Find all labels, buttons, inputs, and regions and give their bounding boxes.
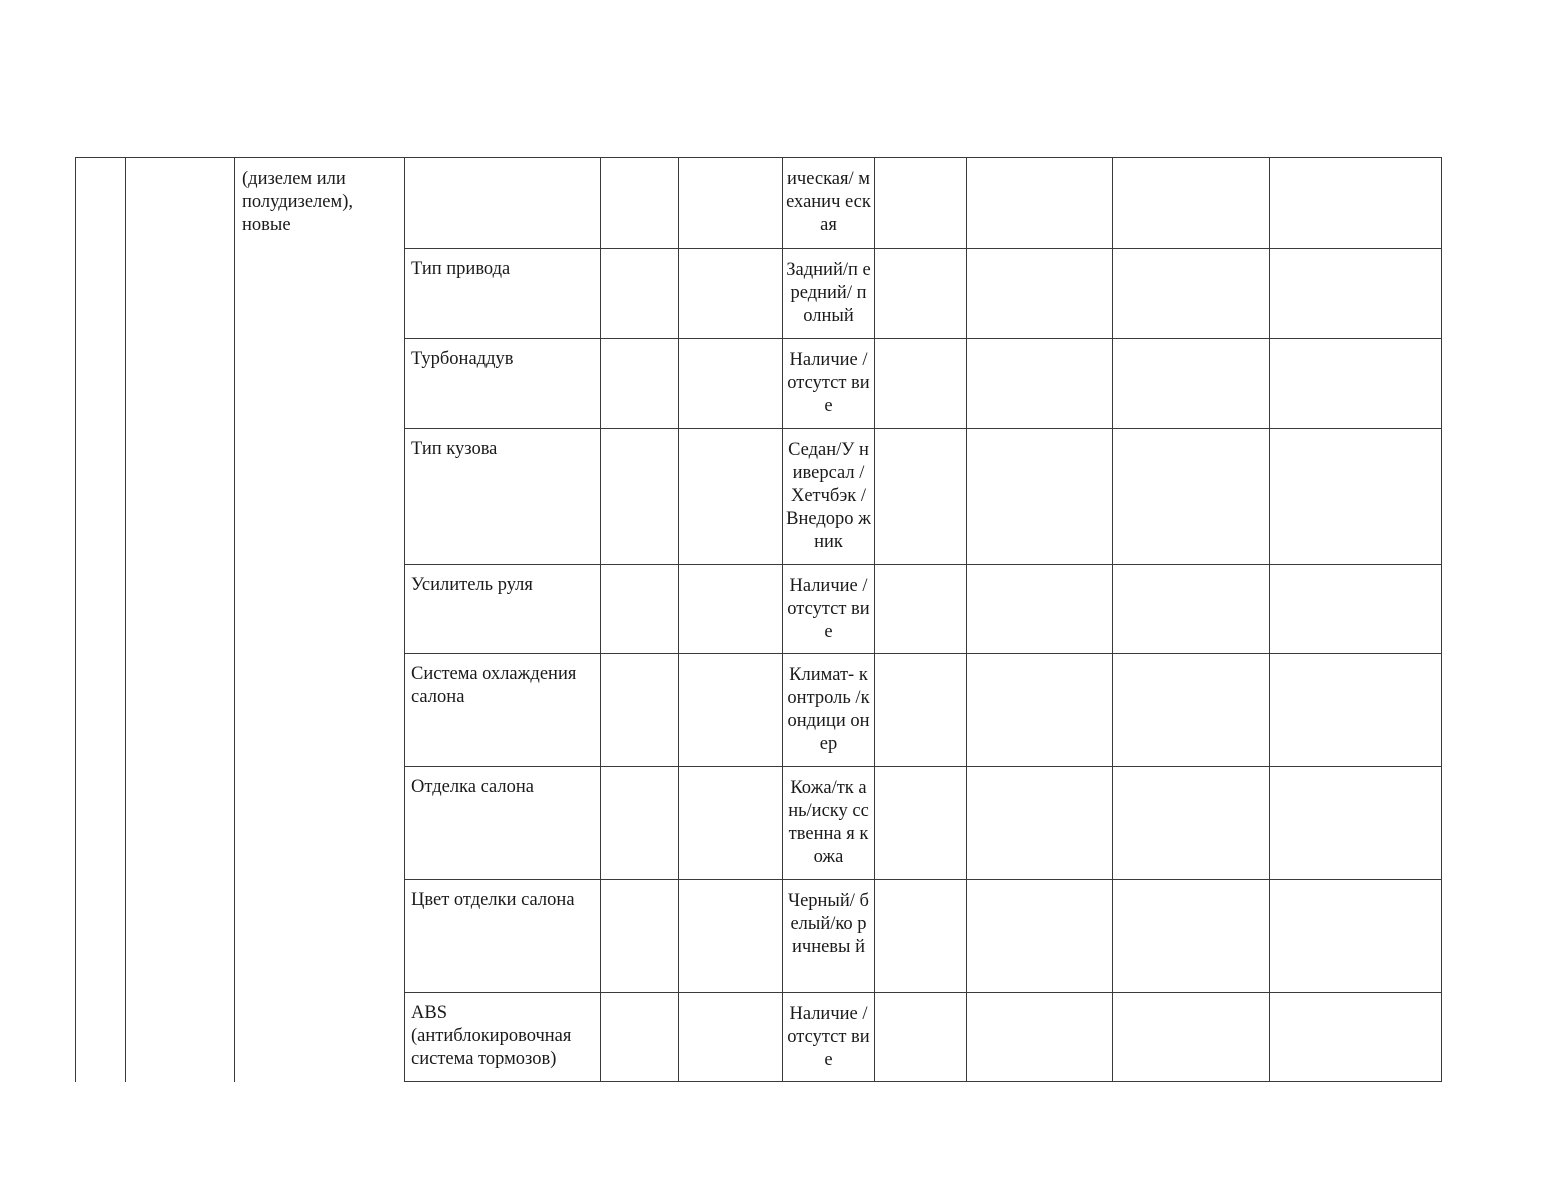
item-name-text: (дизелем или полудизелем), новые xyxy=(242,169,353,235)
empty-cell xyxy=(1270,654,1442,767)
empty-cell xyxy=(601,880,679,993)
empty-cell xyxy=(875,249,967,339)
code-cell xyxy=(126,158,235,1082)
empty-cell xyxy=(1270,767,1442,880)
empty-cell xyxy=(875,993,967,1082)
values-cell: ическая/ механич еская xyxy=(783,158,875,249)
characteristic-cell: Усилитель руля xyxy=(405,565,601,654)
characteristic-cell xyxy=(405,158,601,249)
empty-cell xyxy=(967,767,1113,880)
empty-cell xyxy=(1113,993,1270,1082)
empty-cell xyxy=(967,880,1113,993)
values-cell: Климат- контроль /кондици онер xyxy=(783,654,875,767)
table-row xyxy=(76,158,1442,249)
empty-cell xyxy=(601,429,679,565)
empty-cell xyxy=(601,339,679,429)
characteristic-cell: Отделка салона xyxy=(405,767,601,880)
empty-cell xyxy=(1113,158,1270,249)
values-cell: Задний/п ередний/ полный xyxy=(783,249,875,339)
empty-cell xyxy=(1270,429,1442,565)
empty-cell xyxy=(1113,249,1270,339)
empty-cell xyxy=(601,158,679,249)
number-cell xyxy=(76,158,126,1082)
empty-cell xyxy=(967,993,1113,1082)
empty-cell xyxy=(679,767,783,880)
characteristic-cell: Система охлаждения салона xyxy=(405,654,601,767)
empty-cell xyxy=(601,249,679,339)
empty-cell xyxy=(1113,654,1270,767)
empty-cell xyxy=(1113,339,1270,429)
empty-cell xyxy=(875,429,967,565)
characteristic-cell: Цвет отделки салона xyxy=(405,880,601,993)
characteristic-cell: ABS (антиблокировочная система тормозов) xyxy=(405,993,601,1082)
values-cell: Наличие /отсутст вие xyxy=(783,339,875,429)
empty-cell xyxy=(1270,339,1442,429)
empty-cell xyxy=(875,654,967,767)
empty-cell xyxy=(1270,249,1442,339)
empty-cell xyxy=(875,158,967,249)
empty-cell xyxy=(967,158,1113,249)
values-cell: Черный/ белый/ко ричневы й xyxy=(783,880,875,993)
empty-cell xyxy=(601,993,679,1082)
empty-cell xyxy=(875,767,967,880)
empty-cell xyxy=(679,429,783,565)
empty-cell xyxy=(1270,158,1442,249)
empty-cell xyxy=(679,565,783,654)
empty-cell xyxy=(1270,565,1442,654)
item-name-cell xyxy=(235,158,405,1082)
empty-cell xyxy=(679,249,783,339)
empty-cell xyxy=(1270,993,1442,1082)
specification-table xyxy=(75,157,1442,1082)
empty-cell xyxy=(601,565,679,654)
values-cell: Наличие /отсутст вие xyxy=(783,993,875,1082)
empty-cell xyxy=(875,880,967,993)
empty-cell xyxy=(601,767,679,880)
empty-cell xyxy=(1113,565,1270,654)
empty-cell xyxy=(875,339,967,429)
empty-cell xyxy=(601,654,679,767)
empty-cell xyxy=(967,339,1113,429)
empty-cell xyxy=(679,993,783,1082)
characteristic-cell: Тип кузова xyxy=(405,429,601,565)
empty-cell xyxy=(679,880,783,993)
values-cell: Кожа/тк ань/иску сственна я кожа xyxy=(783,767,875,880)
empty-cell xyxy=(967,249,1113,339)
characteristic-cell: Тип привода xyxy=(405,249,601,339)
empty-cell xyxy=(1113,767,1270,880)
empty-cell xyxy=(1113,429,1270,565)
values-cell: Седан/У ниверсал /Хетчбэк /Внедоро жник xyxy=(783,429,875,565)
empty-cell xyxy=(967,565,1113,654)
empty-cell xyxy=(679,339,783,429)
empty-cell xyxy=(679,654,783,767)
empty-cell xyxy=(1270,880,1442,993)
empty-cell xyxy=(875,565,967,654)
empty-cell xyxy=(967,654,1113,767)
empty-cell xyxy=(1113,880,1270,993)
empty-cell xyxy=(679,158,783,249)
characteristic-cell: Турбонаддув xyxy=(405,339,601,429)
empty-cell xyxy=(967,429,1113,565)
values-cell: Наличие /отсутст вие xyxy=(783,565,875,654)
